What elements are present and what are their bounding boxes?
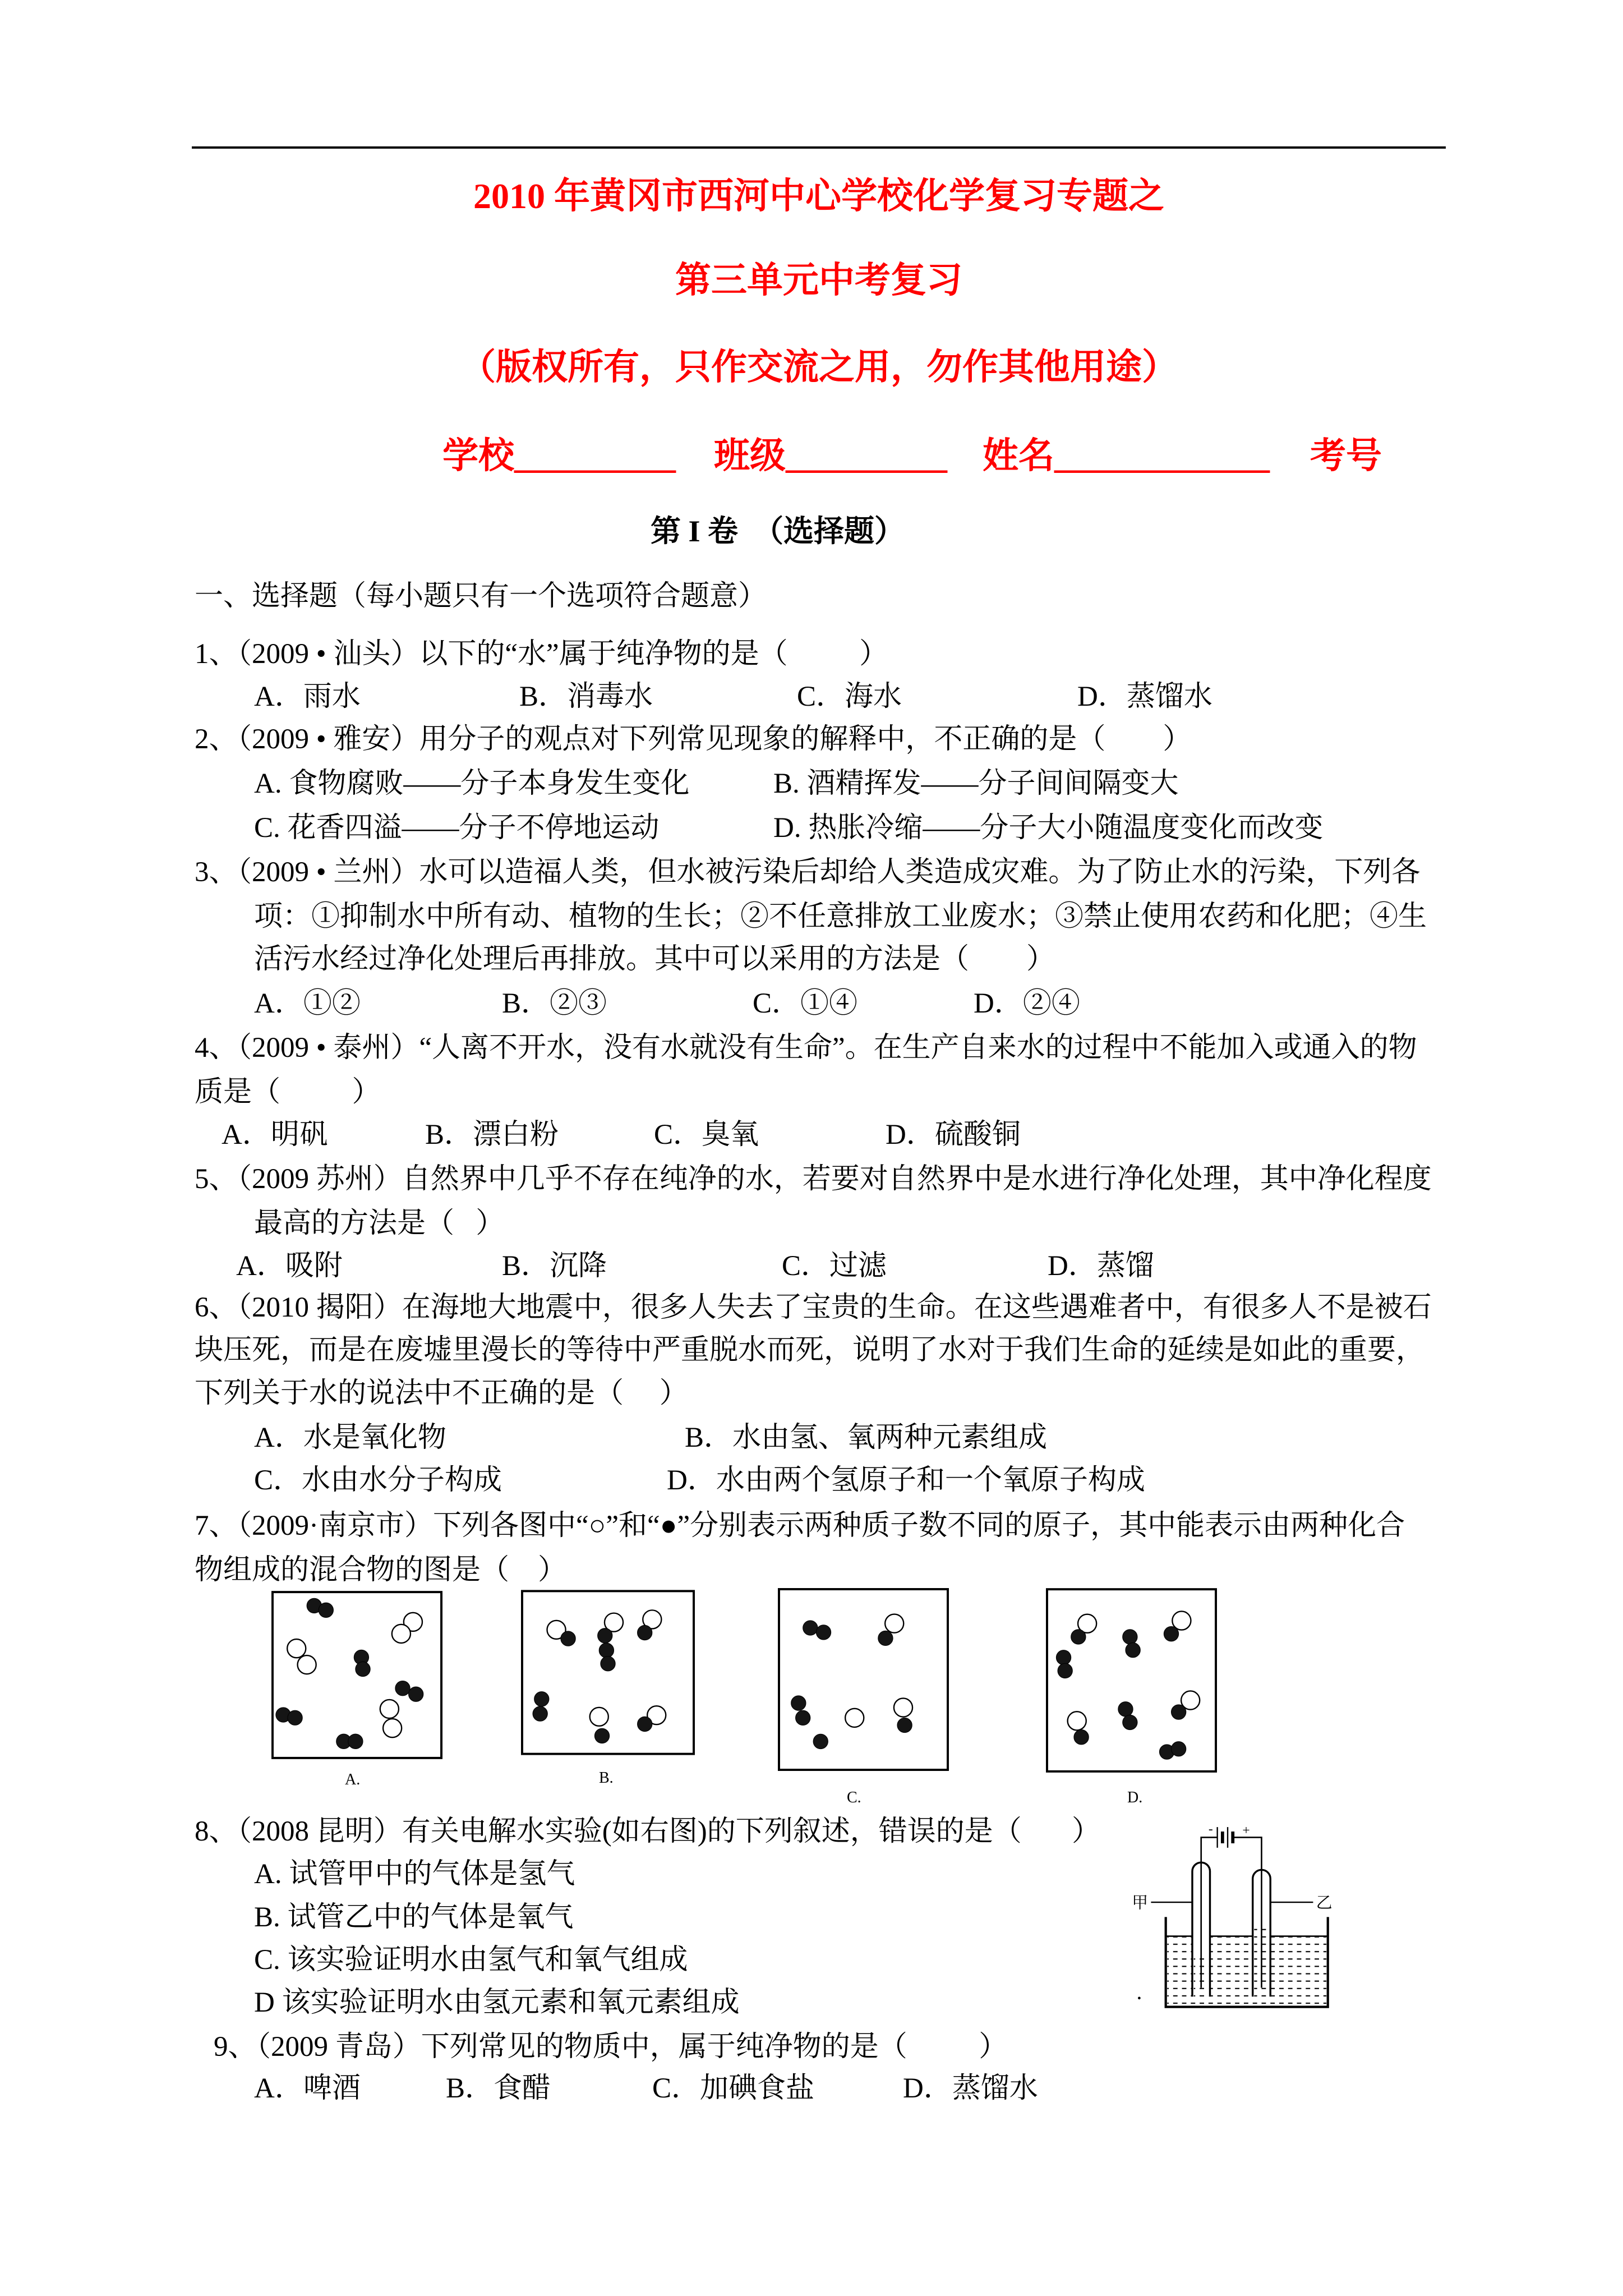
black-atom <box>1071 1630 1086 1644</box>
question-5-option-d: D．蒸馏 <box>1048 1250 1154 1282</box>
diagram-frame <box>779 1589 948 1770</box>
copyright-notice: （版权所有，只作交流之用，勿作其他用途） <box>460 347 1178 387</box>
tube-left-label: 甲 <box>1132 1894 1149 1912</box>
question-3-option-a: A．①② <box>254 988 361 1019</box>
particle-diagram-b <box>521 1590 695 1755</box>
question-6-stem-line-3: 下列关于水的说法中不正确的是（ ） <box>195 1378 688 1409</box>
black-atom <box>594 1728 609 1743</box>
black-atom <box>1123 1630 1137 1644</box>
question-3-stem-line-2: 项：①抑制水中所有动、植物的生长；②不任意排放工业废水；③禁止使用农药和化肥；④生 <box>254 901 1427 932</box>
class-field: 班级_________ <box>714 436 947 476</box>
black-atom <box>1118 1702 1133 1717</box>
title-line-1: 2010 年黄冈市西河中心学校化学复习专题之 <box>473 176 1164 216</box>
question-6-option-a: A．水是氧化物 <box>254 1422 446 1453</box>
question-8-option-c: C. 该实验证明水由氢气和氧气组成 <box>254 1944 688 1976</box>
black-atom <box>409 1687 423 1701</box>
question-6-option-b: B．水由氢、氧两种元素组成 <box>685 1422 1048 1453</box>
question-1-option-d: D．蒸馏水 <box>1077 681 1212 712</box>
black-atom <box>813 1734 828 1749</box>
question-6-option-c: C．水由水分子构成 <box>254 1465 502 1496</box>
battery-icon <box>1218 1827 1233 1848</box>
question-4-option-b: B．漂白粉 <box>425 1119 559 1151</box>
question-5-stem-line-2: 最高的方法是（ ） <box>254 1208 505 1239</box>
school-field: 学校_________ <box>442 436 676 476</box>
black-atom <box>1126 1642 1140 1657</box>
black-atom <box>1056 1650 1071 1665</box>
white-atom <box>383 1719 402 1737</box>
question-7-stem-line-2: 物组成的混合物的图是（ ） <box>195 1554 567 1586</box>
diagram-a-label: A. <box>345 1771 361 1788</box>
stray-dot <box>1138 1997 1141 2000</box>
question-2-option-c: C. 花香四溢——分子不停地运动 <box>254 812 660 844</box>
question-3-stem-line-3: 活污水经过净化处理后再排放。其中可以采用的方法是（ ） <box>254 944 1055 975</box>
white-atom <box>1172 1611 1191 1630</box>
black-atom <box>534 1692 549 1706</box>
question-1-option-b: B．消毒水 <box>519 681 653 712</box>
question-8-stem: 8、（2008 昆明）有关电解水实验(如右图)的下列叙述，错误的是（ ） <box>195 1816 1100 1847</box>
black-atom <box>638 1625 652 1640</box>
question-4-option-d: D．硫酸铜 <box>886 1119 1021 1151</box>
question-2-option-b: B. 酒精挥发——分子间间隔变大 <box>773 768 1179 799</box>
question-3-option-c: C．①④ <box>753 988 858 1019</box>
black-atom <box>395 1681 410 1696</box>
question-5-stem-line-1: 5、（2009 苏州）自然界中几乎不存在纯净的水，若要对自然界中是水进行净化处理，其中净化程度 <box>195 1163 1432 1195</box>
black-atom <box>791 1696 806 1710</box>
particle-diagram-a <box>271 1591 442 1759</box>
black-atom <box>598 1628 612 1643</box>
black-atom <box>803 1621 818 1635</box>
question-8-option-b: B. 试管乙中的气体是氧气 <box>254 1902 574 1933</box>
question-4-option-c: C．臭氧 <box>654 1119 759 1151</box>
question-3-stem-line-1: 3、（2009 • 兰州）水可以造福人类，但水被污染后却给人类造成灾难。为了防止水的污染，下列各 <box>195 857 1421 888</box>
black-atom <box>1123 1715 1137 1729</box>
black-atom <box>1074 1730 1089 1745</box>
header-rule <box>192 146 1446 149</box>
question-5-option-b: B．沉降 <box>502 1250 607 1282</box>
black-atom <box>319 1603 333 1617</box>
white-atom <box>1068 1711 1086 1730</box>
white-atom <box>298 1655 316 1674</box>
diagram-d-label: D. <box>1127 1789 1143 1806</box>
question-2-option-d: D. 热胀冷缩——分子大小随温度变化而改变 <box>773 812 1324 844</box>
black-atom <box>533 1706 547 1721</box>
white-atom <box>845 1709 864 1727</box>
black-atom <box>1058 1663 1072 1678</box>
question-8-option-a: A. 试管甲中的气体是氢气 <box>254 1858 575 1890</box>
question-3-option-d: D．②④ <box>974 988 1080 1019</box>
black-atom <box>897 1718 912 1732</box>
white-atom <box>590 1708 608 1726</box>
question-5-option-c: C．过滤 <box>782 1250 887 1282</box>
question-9-stem: 9、（2009 青岛）下列常见的物质中，属于纯净物的是（ ） <box>214 2031 1008 2063</box>
white-atom <box>380 1700 399 1718</box>
question-6-stem-line-1: 6、（2010 揭阳）在海地大地震中，很多人失去了宝贵的生命。在这些遇难者中，有很多人不是被石 <box>195 1292 1432 1323</box>
diagram-c-label: C. <box>847 1789 861 1806</box>
section-heading: 一、选择题（每小题只有一个选项符合题意） <box>195 581 767 612</box>
black-atom <box>561 1631 575 1646</box>
white-atom <box>287 1639 306 1658</box>
electrolysis-apparatus-diagram <box>1129 1823 1343 2014</box>
white-atom <box>885 1614 903 1633</box>
title-line-2: 第三单元中考复习 <box>675 260 962 300</box>
tube-right-label: 乙 <box>1316 1894 1332 1912</box>
name-field: 姓名____________ <box>983 436 1270 476</box>
exam-number-field: 考号 <box>1310 436 1382 476</box>
black-atom <box>601 1657 615 1671</box>
black-atom <box>638 1717 652 1731</box>
question-7-stem-line-1: 7、（2009·南京市）下列各图中“○”和“●”分别表示两种质子数不同的原子，其中能表示由两种化合 <box>195 1510 1405 1542</box>
question-1-stem: 1、（2009 • 汕头）以下的“水”属于纯净物的是（ ） <box>195 638 888 670</box>
question-2-stem: 2、（2009 • 雅安）用分子的观点对下列常见现象的解释中，不正确的是（ ） <box>195 724 1192 755</box>
black-atom <box>796 1710 810 1725</box>
question-6-option-d: D．水由两个氢原子和一个氧原子构成 <box>667 1465 1145 1496</box>
black-atom <box>816 1625 831 1640</box>
question-4-option-a: A．明矾 <box>222 1119 328 1151</box>
question-9-option-c: C．加碘食盐 <box>652 2073 815 2104</box>
question-4-stem-line-2: 质是（ ） <box>195 1076 381 1108</box>
battery-minus-sign: - <box>1208 1821 1213 1837</box>
white-atom <box>392 1625 411 1643</box>
question-9-option-a: A．啤酒 <box>254 2073 361 2104</box>
battery-plus-sign: + <box>1242 1823 1250 1838</box>
black-atom <box>878 1631 893 1645</box>
question-8-option-d: D 该实验证明水由氢元素和氧元素组成 <box>254 1987 740 2018</box>
part-title: 第 I 卷 （选择题） <box>651 514 905 548</box>
particle-diagram-d <box>1046 1588 1217 1773</box>
question-1-option-a: A．雨水 <box>254 681 361 712</box>
question-5-option-a: A．吸附 <box>236 1250 343 1282</box>
question-1-option-c: C．海水 <box>797 681 902 712</box>
black-atom <box>1164 1627 1178 1641</box>
question-6-stem-line-2: 块压死，而是在废墟里漫长的等待中严重脱水而死，说明了水对于我们生命的延续是如此的重要， <box>195 1335 1425 1366</box>
question-3-option-b: B．②③ <box>502 988 607 1019</box>
particle-diagram-c <box>778 1588 949 1771</box>
question-9-option-d: D．蒸馏水 <box>903 2073 1038 2104</box>
black-atom <box>288 1710 302 1725</box>
question-4-stem-line-1: 4、（2009 • 泰州）“人离不开水，没有水就没有生命”。在生产自来水的过程中不能加入或通入的物 <box>195 1032 1417 1064</box>
black-atom <box>1171 1742 1186 1756</box>
diagram-b-label: B. <box>599 1769 614 1787</box>
black-atom <box>1171 1705 1186 1719</box>
black-atom <box>348 1734 363 1749</box>
black-atom <box>356 1662 370 1676</box>
question-2-option-a: A. 食物腐败——分子本身发生变化 <box>254 768 690 799</box>
question-9-option-b: B．食醋 <box>446 2073 551 2104</box>
white-atom <box>894 1698 912 1717</box>
black-atom <box>599 1643 614 1658</box>
water <box>1167 1936 1326 2005</box>
